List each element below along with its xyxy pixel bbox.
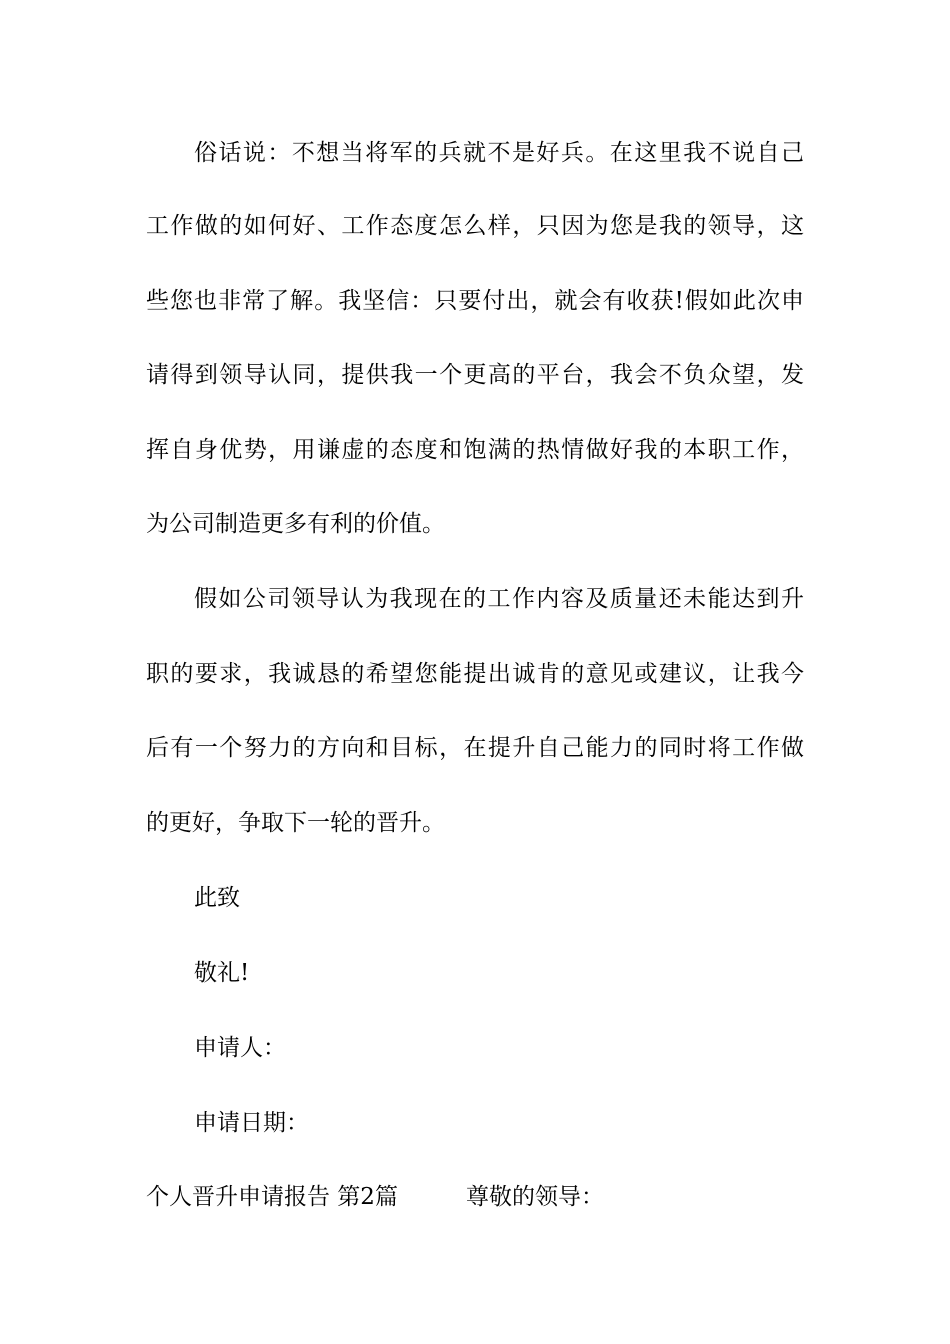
closing-line-1: 此致	[194, 885, 240, 911]
date-label: 申请日期：	[194, 1110, 309, 1136]
paragraph-1-line-5: 挥自身优势，用谦虚的态度和饱满的热情做好我的本职工作，	[146, 437, 804, 463]
paragraph-1-line-2: 工作做的如何好、工作态度怎么样，只因为您是我的领导，这	[146, 213, 804, 239]
paragraph-2-line-4: 的更好，争取下一轮的晋升。	[146, 810, 445, 836]
applicant-label: 申请人：	[194, 1035, 286, 1061]
paragraph-2-line-1: 假如公司领导认为我现在的工作内容及质量还未能达到升	[194, 586, 804, 612]
paragraph-2-line-3: 后有一个努力的方向和目标，在提升自己能力的同时将工作做	[146, 735, 804, 761]
next-article-salutation: 尊敬的领导：	[466, 1184, 604, 1210]
paragraph-1-line-1: 俗话说：不想当将军的兵就不是好兵。在这里我不说自己	[194, 140, 804, 166]
paragraph-2-line-2: 职的要求，我诚恳的希望您能提出诚肯的意见或建议，让我今	[146, 661, 804, 687]
paragraph-1-line-6: 为公司制造更多有利的价值。	[146, 511, 445, 537]
closing-line-2: 敬礼!	[194, 960, 250, 986]
paragraph-1-line-3: 些您也非常了解。我坚信：只要付出，就会有收获!假如此次申	[146, 288, 804, 314]
paragraph-1-line-4: 请得到领导认同，提供我一个更高的平台，我会不负众望，发	[146, 362, 804, 388]
next-article-title: 个人晋升申请报告 第2篇	[146, 1184, 398, 1210]
